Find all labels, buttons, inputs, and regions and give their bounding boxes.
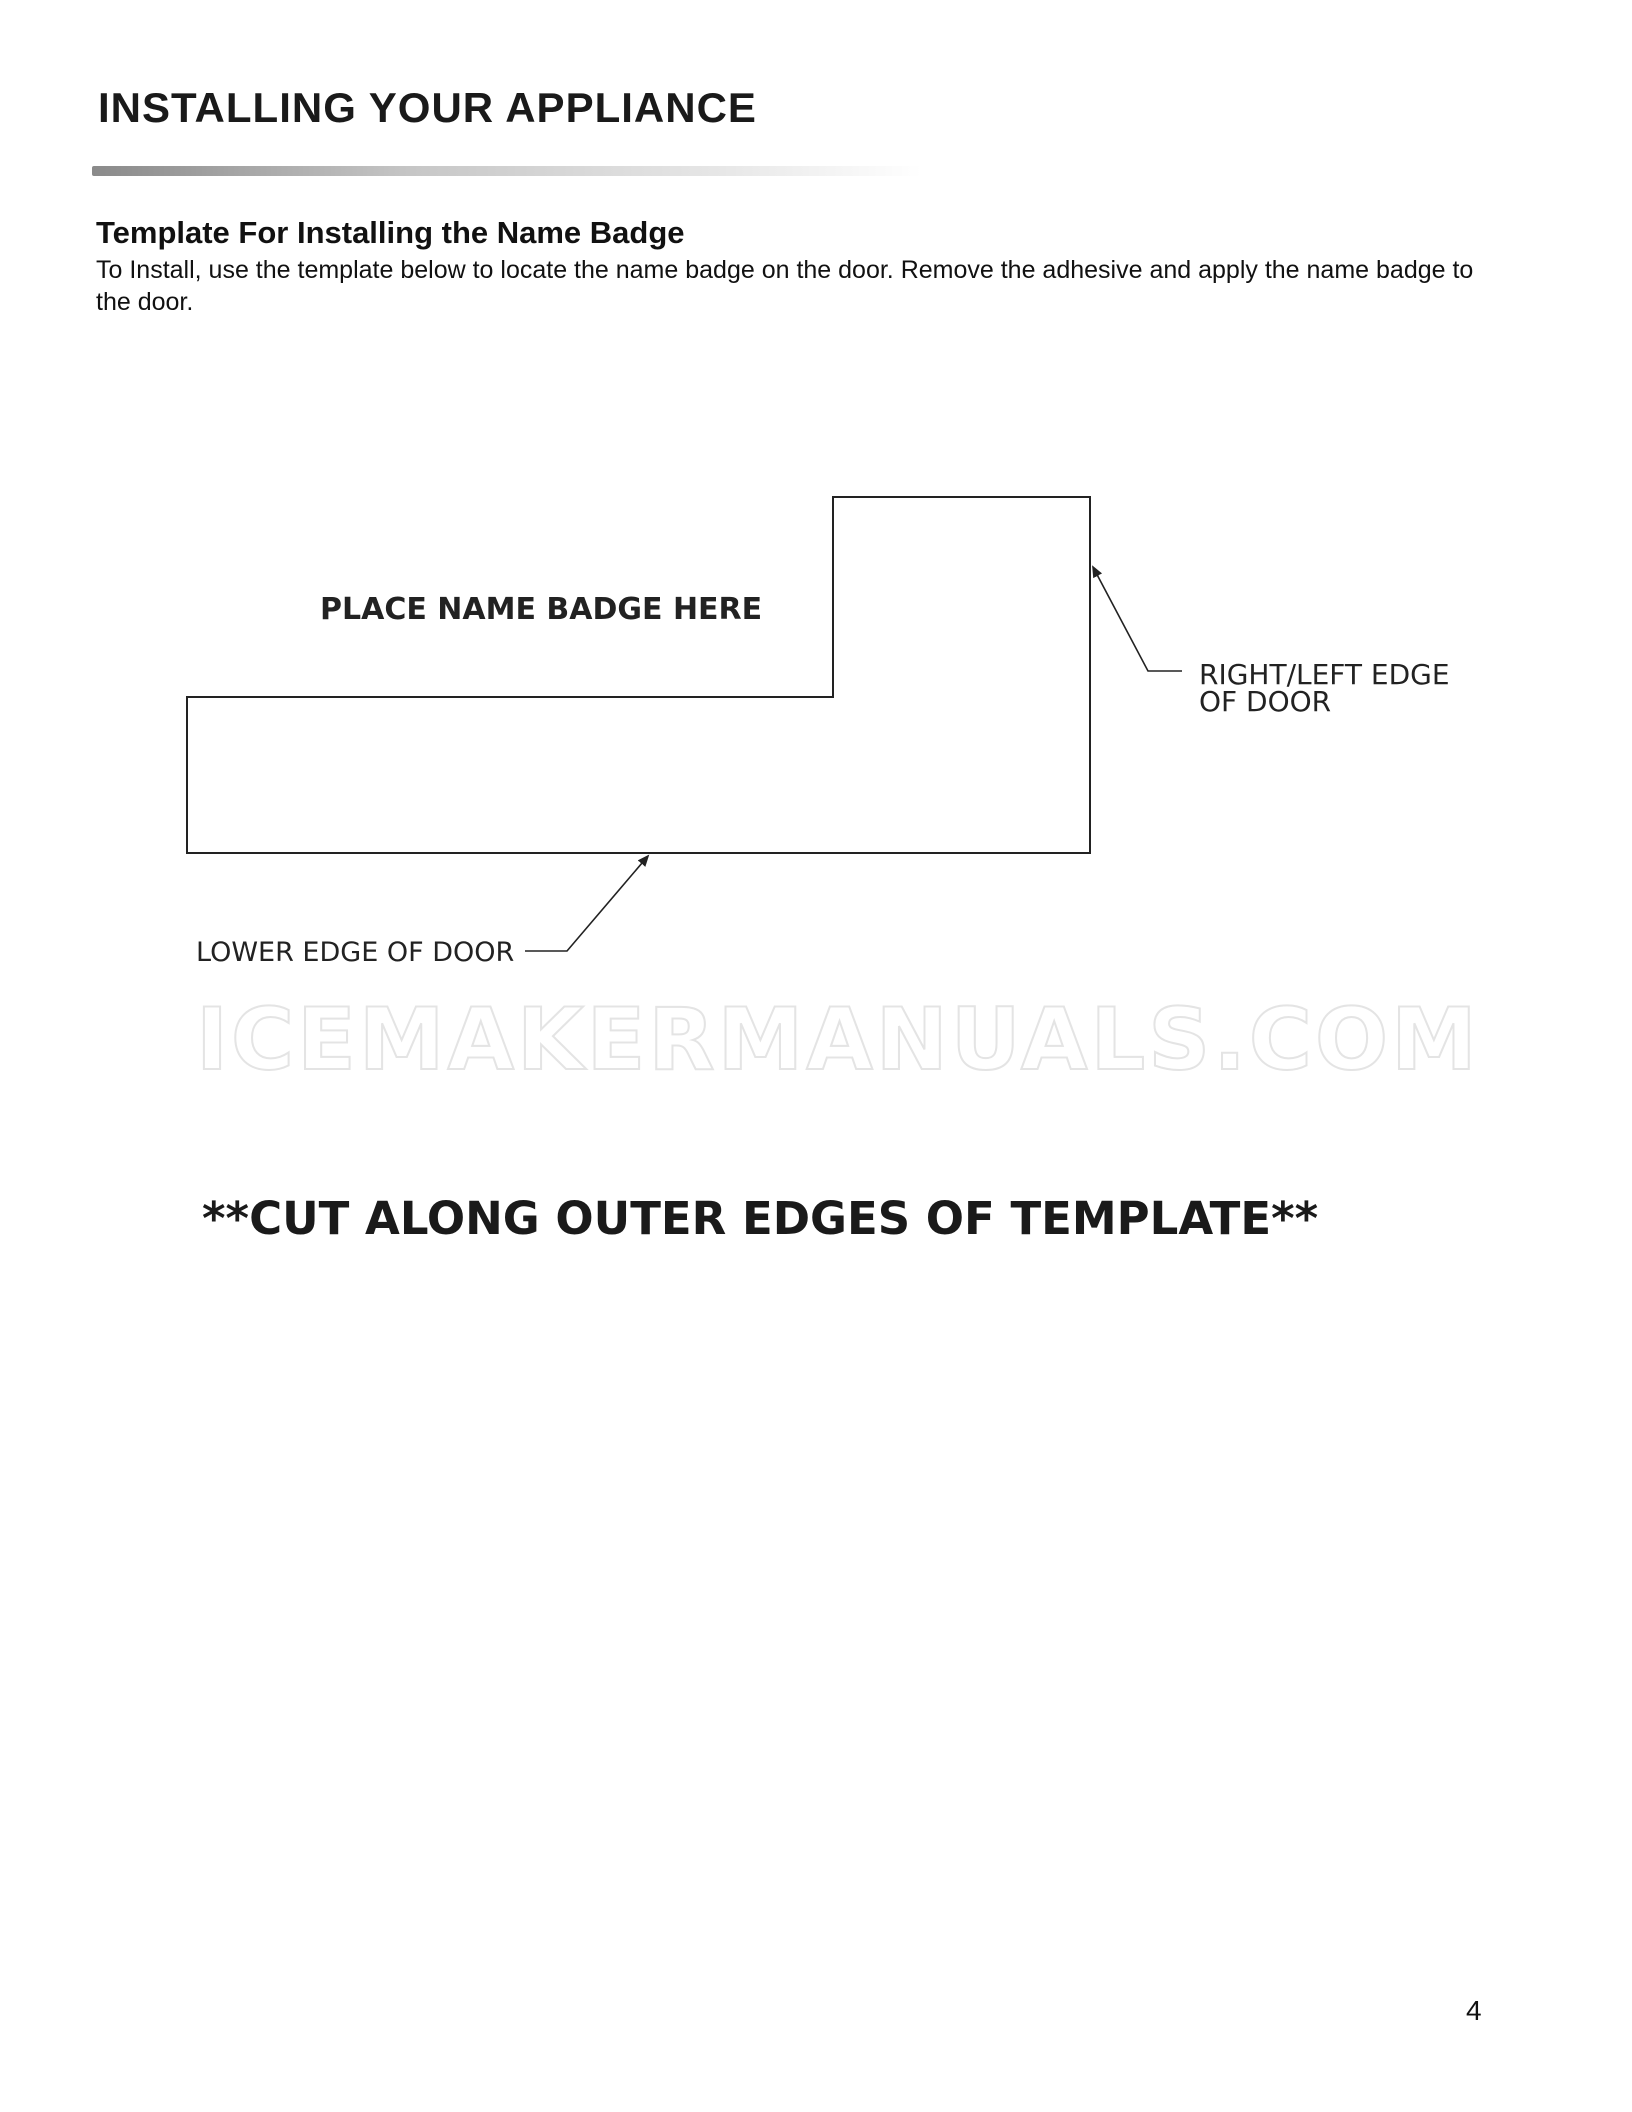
watermark: ICEMAKERMANUALS.COM: [196, 990, 1480, 1090]
lower-edge-label: LOWER EDGE OF DOOR: [196, 937, 515, 968]
template-outline: [187, 497, 1090, 853]
lower-edge-leader-arrow: [525, 856, 648, 951]
badge-placement-label: PLACE NAME BADGE HERE: [320, 592, 763, 627]
page-number: 4: [1466, 1995, 1482, 2026]
page-title: INSTALLING YOUR APPLIANCE: [98, 84, 757, 131]
cut-instruction: **CUT ALONG OUTER EDGES OF TEMPLATE**: [202, 1192, 1319, 1245]
side-edge-label-continued: OF DOOR: [1199, 685, 1332, 718]
section-heading: Template For Installing the Name Badge: [96, 215, 685, 250]
intro-paragraph: To Install, use the template below to locate the name badge on the door. Remove the adhesive and apply the name badge to the door.: [96, 256, 1474, 316]
side-edge-leader-arrow: [1093, 567, 1182, 671]
side-edge-label: RIGHT/LEFT EDGE: [1199, 658, 1450, 691]
